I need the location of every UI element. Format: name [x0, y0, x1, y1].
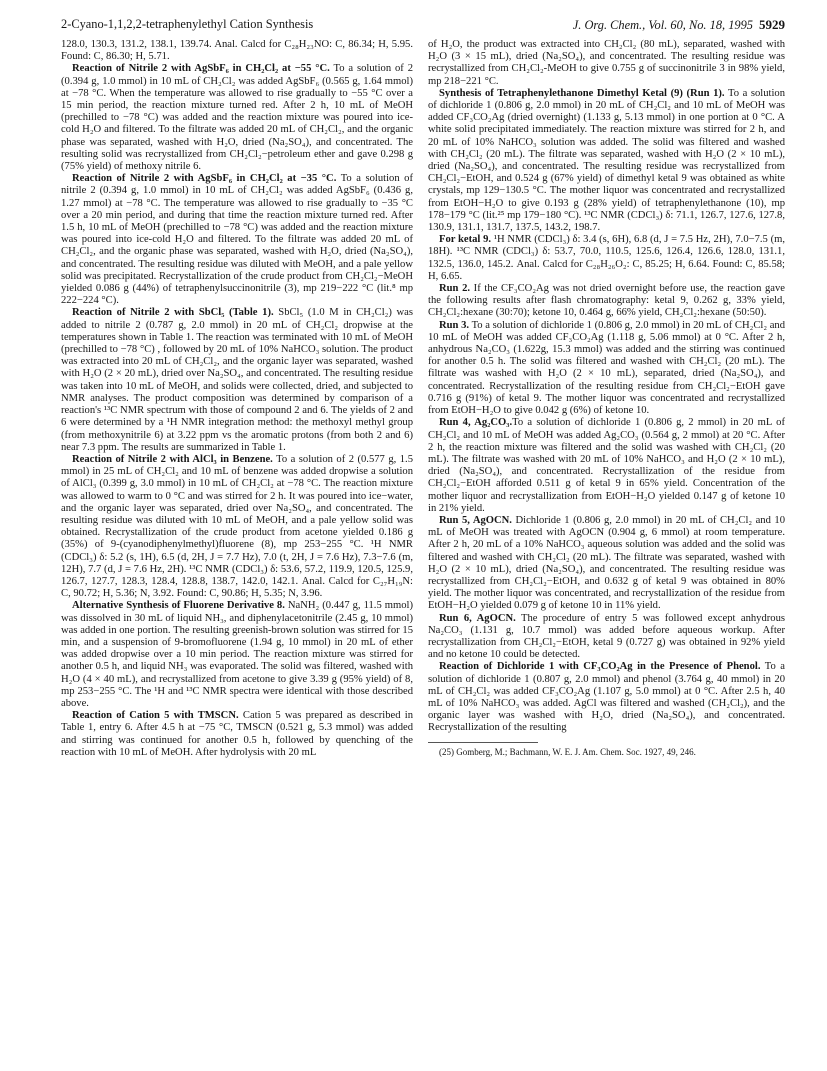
right-column: [428, 39, 785, 757]
paragraph-heading: Run 3.: [439, 319, 470, 331]
paragraph: [428, 613, 785, 662]
paragraph: [61, 39, 413, 63]
paragraph: [61, 307, 413, 453]
paragraph: [61, 600, 413, 710]
paragraph-text: If the CF₃CO₂Ag was not dried overnight before use, the reaction gave the following results after flash chromatography: ketal 9, 0.262 g, 33% yield, CH₂Cl₂:hexane (30:70); ketone 10, 0.464 g, 66% yield, CH₂Cl₂:hexane (50:50).: [428, 283, 786, 319]
paragraph-heading: Reaction of Cation 5 with TMSCN.: [72, 710, 239, 722]
paragraph-heading: For ketal 9.: [439, 234, 492, 246]
paragraph-text: 128.0, 130.3, 131.2, 138.1, 139.74. Anal. Calcd for C₂₈H₂₃NO: C, 86.34; H, 5.95. Found: C, 86.30; H, 5.71.: [61, 39, 413, 63]
paragraph-heading: Reaction of Dichloride 1 with CF₃CO₂Ag in the Presence of Phenol.: [439, 661, 761, 673]
paragraph: [428, 234, 785, 283]
paragraph-heading: Run 4, Ag₂CO₃.: [439, 417, 513, 429]
paragraph: [61, 173, 413, 307]
paragraph-text: SbCl₅ (1.0 M in CH₂Cl₂) was added to nitrile 2 (0.787 g, 2.0 mmol) in 20 mL of CH₂Cl₂ dropwise at the temperatures shown in Table 1. The reaction was terminated with 10 mL of MeOH (prechilled to −78 °C) , followed by 20 mL of 10% NaHCO₃ solution. The product was extracted into 20 mL of CH₂Cl₂, and the organic layer was separated, washed with H₂O (2 × 20 mL), dried over Na₂SO₄, and concentrated. The resulting residue was taken into 10 mL of MeOH, and solids were collected, dried, and subjected to NMR analyses. The product composition was determined by comparison of a reaction's ¹³C NMR spectrum with those of compound 2 and 6. The yields of 2 and 6 were determined by a ¹H NMR integration method: the methoxyl methyl group (from methoxynitrile 6) at 3.22 ppm vs the aromatic protons (from both 2 and 6) near 7.3 ppm. The results are summarized in Table 1.: [61, 307, 414, 453]
paragraph-heading: Run 6, AgOCN.: [439, 612, 516, 624]
running-title: 2-Cyano-1,1,2,2-tetraphenylethyl Cation Synthesis: [61, 17, 314, 31]
paragraph-text: The procedure of entry 5 was followed except anhydrous Na₂CO₃ (1.131 g, 10.7 mmol) was added before aqueous workup. After recrystallization from CH₂Cl₂−EtOH, ketal 9 (0.727 g) was obtained in 92% yield and no ketone 10 could be detected.: [428, 612, 785, 661]
paragraph-text: NaNH₂ (0.447 g, 11.5 mmol) was dissolved in 30 mL of liquid NH₃, and diphenylacetonitrile (2.45 g, 10 mmol) was added in one portion. The resulting greenish-brown solution was stirred for 15 min, and a suspension of 9-bromofluorene (1.94 g, 10 mmol) in 20 mL of ether was added dropwise over a 10 min period. The reaction mixture was stirred for another 0.5 h, and liquid NH₃ was evaporated. The solid was filtered, washed with H₂O (4 × 40 mL), and recrystallized from acetone to give 3.39 g (95% yield) of 8, mp 253−255 °C. The ¹H and ¹³C NMR spectra were identical with those described above.: [61, 600, 414, 709]
paragraph-heading: Run 2.: [439, 283, 471, 295]
paragraph: [428, 88, 785, 234]
paragraph-heading: Run 5, AgOCN.: [439, 514, 512, 526]
left-column: [61, 39, 413, 759]
paragraph: [428, 283, 785, 320]
paragraph: [428, 417, 785, 515]
paragraph: [428, 515, 785, 613]
paragraph-text: To a solution of nitrile 2 (0.394 g, 1.0 mmol) in 10 mL of CH₂Cl₂ was added AgSbF₆ (0.436 g, 1.27 mmol) at −78 °C. The temperature was allowed to rise gradually to −35 °C over a 20 min period, and during that time the reaction mixture turned red. After 1.5 h, 10 mL of MeOH (prechilled to −78 °C) was added and the reaction mixture was poured into ice-cold H₂O and filtered. To the filtrate was added 20 mL of CH₂Cl₂, and the organic phase was separated, washed with H₂O, dried (Na₂SO₄), and concentrated. The resulting residue was diluted with MeOH, and a pale yellow solid was precipitated. Recrystallization of the crude product from CH₂Cl₂−MeOH yielded 0.086 g (44%) of tetraphenylsuccinonitrile (3), mp 219−222 °C (lit.⁸ mp 222−224 °C).: [61, 173, 413, 307]
paragraph: [61, 63, 413, 173]
paragraph: [428, 320, 785, 418]
paragraph: [428, 39, 785, 88]
footnote: (25) Gomberg, M.; Bachmann, W. E. J. Am. Chem. Soc. 1927, 49, 246.: [439, 746, 696, 757]
paragraph-text: To a solution of 2 (0.577 g, 1.5 mmol) in 25 mL of CH₂Cl₂ and 10 mL of benzene was added dropwise a solution of AlCl₃ (0.399 g, 3.0 mmol) in 10 mL of CH₂Cl₂ at −78 °C. The reaction mixture was allowed to warm to 0 °C and was stirred for 2 h. It was poured into ice−water, and the organic layer was separated, dried over Na₂SO₄, and concentrated. The resulting residue was diluted with 10 mL of MeOH, and a pale yellow solid was obtained. Recrystallization of the crude product from acetone yielded 0.186 g (35%) of 9-(cyanodiphenylmethyl)fluorene (8), mp 253−255 °C. ¹H NMR (CDCl₃) δ: 5.2 (s, 1H), 6.5 (d, 2H, J = 7.7 Hz), 7.0 (t, 2H, J = 7.6 Hz), 7.3−7.6 (m, 12H), 7.7 (d, J = 7.6 Hz, 2H). ¹³C NMR (CDCl₃) δ: 53.6, 57.2, 119.9, 120.5, 125.9, 126.7, 127.7, 128.3, 128.4, 128.8, 138.7, 142.0, 142.1. Anal. Calcd for C₂₇H₁₉N: C, 90.72; H, 5.36; N, 3.92. Found: C, 90.86; H, 5.35; N, 3.96.: [61, 453, 413, 600]
paragraph-text: To a solution of dichloride 1 (0.806 g, 2 mmol) in 20 mL of CH₂Cl₂ and 10 mL of MeOH was added Ag₂CO₃ (0.564 g, 2 mmol) at 20 °C. After 2 h, the reaction mixture was filtered and the solid was washed with CH₂Cl₂ (20 mL). The filtrate was washed with 20 mL of 10% NaHCO₃ and H₂O (2 × 10 mL), dried (Na₂SO₄), and concentrated. Recrystallization of the residue from CH₂Cl₂−EtOH afforded 0.511 g of ketal 9 in 65% yield. Concentration of the mother liquor and recrystallization from EtOH−H₂O yielded 0.147 g of ketone 10 in 21% yield.: [428, 417, 786, 514]
paragraph: [428, 661, 785, 734]
paragraph-heading: Reaction of Nitrile 2 with AlCl₃ in Benzene.: [72, 453, 273, 465]
paragraph-heading: Reaction of Nitrile 2 with SbCl₅ (Table 1).: [72, 307, 274, 319]
page-number: 5929: [759, 17, 785, 32]
journal-volume: Vol. 60, No. 18, 1995: [648, 18, 753, 32]
right-column-body: [428, 39, 785, 735]
paragraph-heading: Synthesis of Tetraphenylethanone Dimethyl Ketal (9) (Run 1).: [439, 87, 725, 99]
paragraph-heading: Alternative Synthesis of Fluorene Derivative 8.: [72, 600, 285, 612]
paragraph: [61, 454, 413, 600]
paragraph-text: ¹H NMR (CDCl₃) δ: 3.4 (s, 6H), 6.8 (d, J = 7.5 Hz, 2H), 7.0−7.5 (m, 18H). ¹³C NMR (CDCl₃) δ: 53.7, 70.0, 110.5, 125.6, 126.4, 126.6, 128.0, 131.1, 132.5, 136.0, 145.2. Anal. Calcd for C₂₈H₂₆O₂: C, 85.25; H, 6.64. Found: C, 85.58; H, 6.65.: [428, 234, 786, 282]
paragraph-text: Cation 5 was prepared as described in Table 1, entry 6. After 4.5 h at −75 °C, TMSCN (0.521 g, 5.3 mmol) was added and stirring was continued for another 0.5 h, followed by quenching of the reaction with 10 mL of MeOH. After hydrolysis with 20 mL: [61, 710, 413, 758]
journal-citation: [573, 17, 785, 33]
running-header: [61, 17, 785, 35]
paragraph-heading: Reaction of Nitrile 2 with AgSbF₆ in CH₂Cl₂ at −55 °C.: [72, 63, 330, 75]
paragraph: [61, 710, 413, 759]
journal-name: J. Org. Chem.,: [572, 18, 646, 32]
paragraph-heading: Reaction of Nitrile 2 with AgSbF₆ in CH₂Cl₂ at −35 °C.: [72, 173, 337, 185]
paragraph-text: To a solution of dichloride 1 (0.806 g, 2.0 mmol) in 20 mL of CH₂Cl₂ and 10 mL of MeOH was added CF₃CO₂Ag (1.118 g, 5.06 mmol) at 0 °C. After 2 h, anhydrous Na₂CO₃ (1.622g, 15.3 mmol) was added and the stirring was continued for another 0.5 h. The solid was filtered and washed with CH₂Cl₂ (20 mL). The filtrate was washed with H₂O (2 × 10 mL), separated, dried (Na₂SO₄), and concentrated. Recrystallization of the resulting residue from CH₂Cl₂−EtOH gave 0.716 g (91%) of ketal 9. The mother liquor was concentrated and recrystallized from EtOH−H₂O to give 0.042 g (6%) of ketone 10.: [428, 319, 786, 417]
paragraph-text: Dichloride 1 (0.806 g, 2.0 mmol) in 20 mL of CH₂Cl₂ and 10 mL of MeOH was treated with AgOCN (0.904 g, 6 mmol) at room temperature. After 2 h, 20 mL of a 10% NaHCO₃ aqueous solution was added and the solid was filtered and washed with CH₂Cl₂ (20 mL). The filtrate was separated, washed with H₂O (2 × 10 mL), dried (Na₂SO₄), and concentrated. The resulting residue was recrystallized from CH₂Cl₂−EtOH, and 0.632 g of ketal 9 was obtained in 80% yield. The mother liquor was concentrated, and recrystallization of the residue from EtOH−H₂O yielded 0.079 g of ketone 10 in 11% yield.: [428, 514, 786, 612]
paragraph-text: To a solution of 2 (0.394 g, 1.0 mmol) in 10 mL of CH₂Cl₂ was added AgSbF₆ (0.565 g, 1.64 mmol) at −78 °C. When the temperature was allowed to rise gradually to −55 °C over a 15 min period, the reaction mixture turned red. After 2 h, 10 mL of MeOH (prechilled to −78 °C) was added and the reaction mixture was poured into ice-cold H₂O and filtered. To the filtrate was added 20 mL of CH₂Cl₂, and the organic phase was separated, washed with H₂O, dried (Na₂SO₄), and concentrated. The resulting solid was recrystallized from CH₂Cl₂−petroleum ether and gave 0.298 g (75% yield) of methoxy nitrile 6.: [61, 63, 414, 173]
paragraph-text: To a solution of dichloride 1 (0.807 g, 2.0 mmol) and phenol (3.764 g, 40 mmol) in 20 mL of CH₂Cl₂ was added CF₃CO₂Ag (1.107 g, 5.0 mmol) at 0 °C. After 2.5 h, 40 mL of 10% NaHCO₃ was added. AgCl was filtered and washed (CH₂Cl₂), and the organic layer was washed with H₂O, dried (Na₂SO₄), and concentrated. Recrystallization of the resulting: [428, 661, 785, 734]
paragraph-text: of H₂O, the product was extracted into CH₂Cl₂ (80 mL), separated, washed with H₂O (3 × 15 mL), dried (Na₂SO₄), and concentrated. The resulting residue was recrystallized from CH₂Cl₂-MeOH to give 0.755 g of succinonitrile 3 in 98% yield, mp 218−221 °C.: [428, 39, 785, 87]
paragraph-text: To a solution of dichloride 1 (0.806 g, 2.0 mmol) in 20 mL of CH₂Cl₂ and 10 mL of MeOH was added CF₃CO₂Ag (dried overnight) (1.133 g, 5.13 mmol) in one portion at 0 °C. A white solid precipitated immediately. The reaction mixture was stirred for 2 h, and 20 mL of 10% NaHCO₃ solution was added. The solid was filtered and washed with CH₂Cl₂ (20 mL). The filtrate was separated, washed with H₂O (2 × 10 mL), dried (Na₂SO₄), and concentrated. The resulting residue was recrystallized from CH₂Cl₂−EtOH, and 0.524 g (67% yield) of dimethyl ketal 9 was obtained as white crystals, mp 129−130.5 °C. The mother liquor was concentrated and recrystallized from EtOH−H₂O to give 0.193 g (28% yield) of tetraphenylethanone (10), mp 178−179 °C (lit.²⁵ mp 179−180 °C). ¹³C NMR (CDCl₃) δ: 71.1, 126.7, 127.6, 127.8, 130.9, 131.1, 131.7, 137.5, 143.2, 198.7.: [428, 87, 786, 234]
